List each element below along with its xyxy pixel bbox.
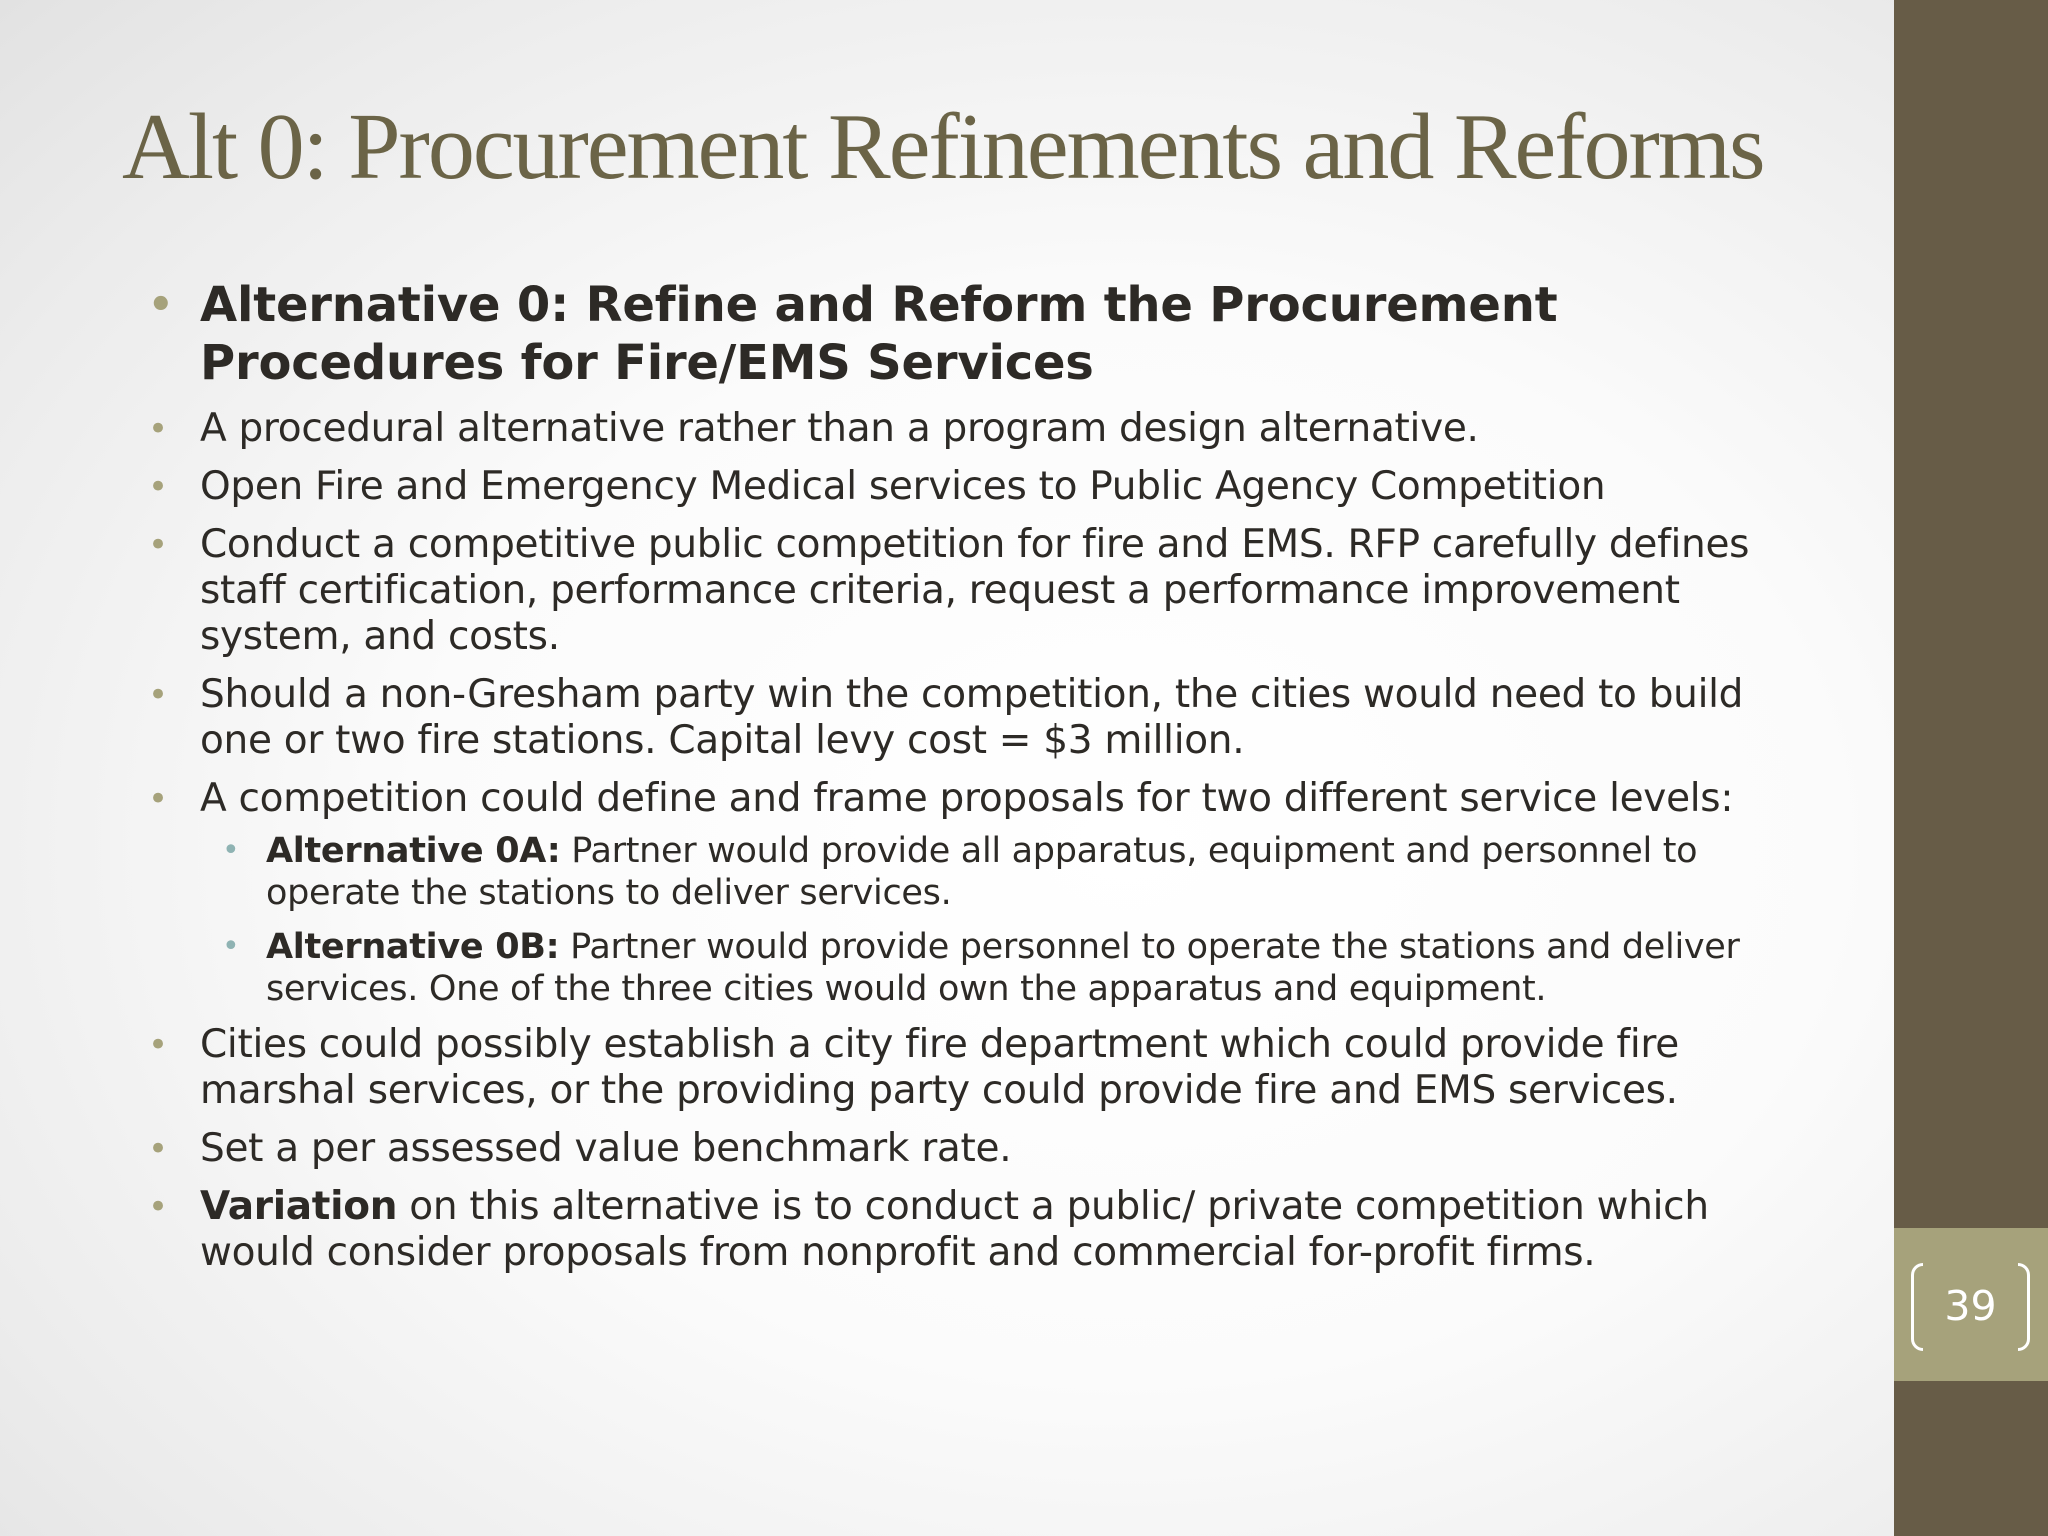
sub-bullet-alt-0b (266, 926, 1800, 1010)
slide-title: Alt 0: Procurement Refinements and Reforms (122, 95, 1764, 199)
bullet-non-gresham: • Should a non-Gresham party win the competition, the cities would need to build one or two fire stations. Capital levy cost = $3 million. (200, 672, 1800, 764)
sub-bullet-list (200, 830, 1800, 1010)
sub-bullet-alt-0a-label: Alternative 0A: (266, 831, 561, 871)
bullet-conduct-competition: • Conduct a competitive public competition for fire and EMS. RFP carefully defines staff certification, performance criteria, request a performance improvement system, and costs. (200, 522, 1800, 660)
sub-bullet-alt-0b-text: Partner would provide personnel to operate the stations and deliver services. One of the three cities would own the apparatus and equipment. (266, 927, 1740, 1009)
bullet-list (200, 276, 1800, 1288)
bullet-city-fire-department: • Cities could possibly establish a city fire department which could provide fire marshal services, or the providing party could provide fire and EMS services. (200, 1022, 1800, 1114)
bullet-service-levels-text: A competition could define and frame proposals for two different service levels: (200, 776, 1734, 821)
left-bracket-decoration (1911, 1263, 1923, 1351)
sub-bullet-alt-0a-text: Partner would provide all apparatus, equipment and personnel to operate the stations to deliver services. (266, 831, 1698, 913)
bullet-benchmark-rate: • Set a per assessed value benchmark rate. (200, 1126, 1800, 1172)
bullet-variation-text: on this alternative is to conduct a public/ private competition which would consider proposals from nonprofit and commercial for-profit firms. (200, 1184, 1709, 1275)
sub-bullet-alt-0a (266, 830, 1800, 914)
bullet-variation (200, 1184, 1800, 1276)
bullet-service-levels (200, 776, 1800, 1010)
right-bracket-decoration (2018, 1263, 2030, 1351)
sub-bullet-alt-0b-label: Alternative 0B: (266, 927, 560, 967)
bullet-variation-label: Variation (200, 1184, 398, 1229)
slide-number: 39 (1944, 1282, 1997, 1330)
bullet-open-competition: • Open Fire and Emergency Medical services to Public Agency Competition (200, 464, 1800, 510)
bullet-lead: • Alternative 0: Refine and Reform the Procurement Procedures for Fire/EMS Services (200, 276, 1800, 392)
bullet-procedural: • A procedural alternative rather than a program design alternative. (200, 406, 1800, 452)
